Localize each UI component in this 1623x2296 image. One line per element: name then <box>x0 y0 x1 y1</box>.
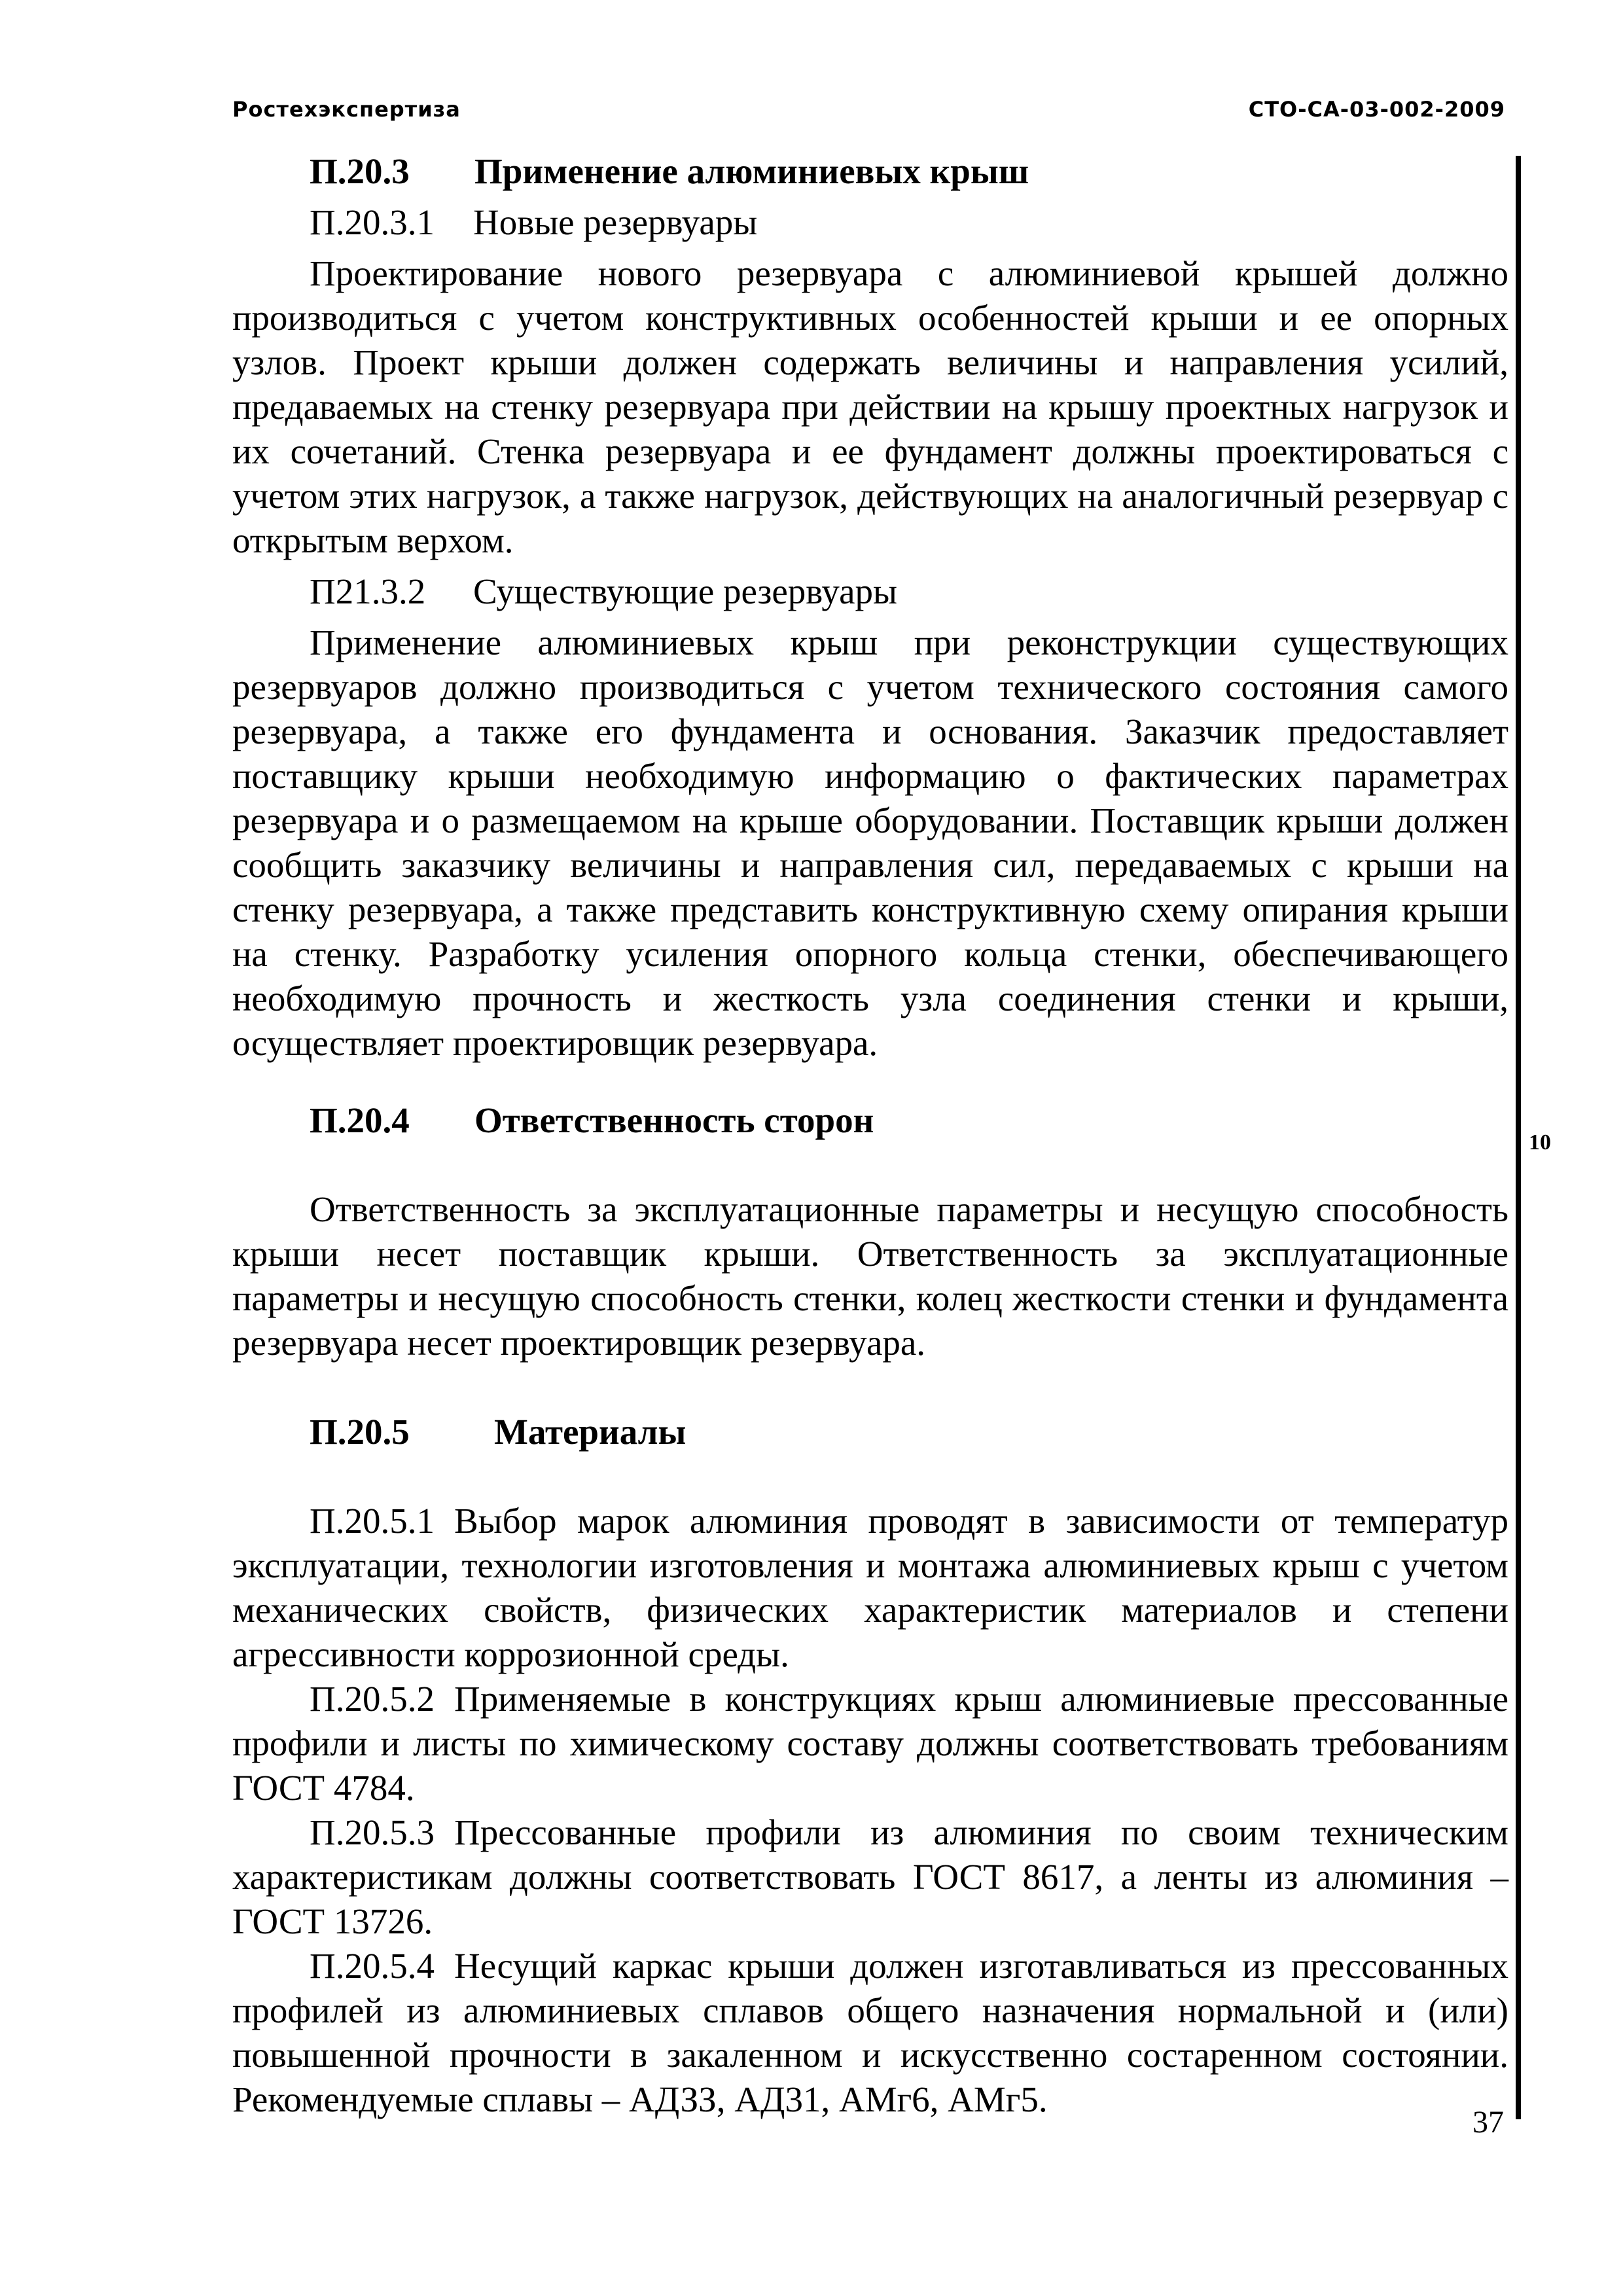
page-number: 37 <box>1472 2105 1504 2140</box>
section-heading-20-3 <box>232 149 1508 194</box>
section-number: П.20.3 <box>310 151 410 191</box>
subsection-title: Новые резервуары <box>473 202 758 242</box>
change-mark: 10 <box>1529 1130 1551 1155</box>
paragraph-item-20-5-1 <box>232 1499 1508 1677</box>
section-heading-20-4 <box>232 1098 1508 1143</box>
section-number: П.20.5 <box>310 1412 410 1452</box>
header-organization: Ростехэкспертиза <box>232 97 461 122</box>
subsection-title: Существующие резервуары <box>473 571 897 611</box>
item-number: П.20.5.2 <box>310 1679 435 1719</box>
paragraph-existing-tanks: Применение алюминиевых крыш при реконструкции существующих резервуаров должно производиться с учетом технического состояния самого резервуара, а также его фундамента и основания. Заказчик предоставляет поставщику крыши необходимую информацию о фактических параметрах резервуара и о размещаемом на крыше оборудовании. Поставщик крыши должен сообщить заказчику величины и направления сил, передаваемых с крыши на стенку резервуара, а также представить конструктивную схему опирания крыши на стенку. Разработку усиления опорного кольца стенки, обеспечивающего необходимую прочность и жесткость узла соединения стенки и крыши, осуществляет проектировщик резервуара. <box>232 622 1508 1063</box>
section-title: Ответственность сторон <box>474 1100 874 1140</box>
item-text: Несущий каркас крыши должен изготавливаться из прессованных профилей из алюминиевых сплавов общего назначения нормальной и (или) повышенной прочности в закаленном и искусственно состаренном состоянии. Рекомендуемые сплавы – АДЗЗ, АД31, АМг6, АМг5. <box>232 1946 1508 2119</box>
section-title: Материалы <box>494 1412 687 1452</box>
subsection-number: П.20.3.1 <box>310 202 435 242</box>
paragraph-new-tanks: Проектирование нового резервуара с алюминиевой крышей должно производиться с учетом конструктивных особенностей крыши и ее опорных узлов. Проект крыши должен содержать величины и направления усилий, предаваемых на стенку резервуара при действии на крышу проектных нагрузок и их сочетаний. Стенка резервуара и ее фундамент должны проектироваться с учетом этих нагрузок, а также нагрузок, действующих на аналогичный резервуар с открытым верхом. <box>232 253 1508 560</box>
paragraph-item-20-5-3 <box>232 1810 1508 1944</box>
subsection-number: П21.3.2 <box>310 571 426 611</box>
subsection-heading-20-3-1 <box>232 200 1508 245</box>
section-number: П.20.4 <box>310 1100 410 1140</box>
item-text: Выбор марок алюминия проводят в зависимости от температур эксплуатации, технологии изготовления и монтажа алюминиевых крыш с учетом механических свойств, физических характеристик материалов и степени агрессивности коррозионной среды. <box>232 1501 1508 1674</box>
item-number: П.20.5.1 <box>310 1501 435 1541</box>
subsection-heading-21-3-2 <box>232 569 1508 614</box>
paragraph-item-20-5-4 <box>232 1944 1508 2122</box>
header-standard-code: СТО-СА-03-002-2009 <box>1248 97 1505 122</box>
paragraph-item-20-5-2 <box>232 1677 1508 1810</box>
item-number: П.20.5.3 <box>310 1812 435 1852</box>
item-text: Прессованные профили из алюминия по своим техническим характеристикам должны соответствовать ГОСТ 8617, а ленты из алюминия – ГОСТ 13726. <box>232 1812 1508 1941</box>
change-bar <box>1516 156 1521 2119</box>
paragraph-responsibility: Ответственность за эксплуатационные параметры и несущую способность крыши несет поставщик крыши. Ответственность за эксплуатационные параметры и несущую способность стенки, колец жесткости стенки и фундамента резервуара несет проектировщик резервуара. <box>232 1189 1508 1363</box>
page-content <box>232 149 1508 2122</box>
item-text: Применяемые в конструкциях крыш алюминиевые прессованные профили и листы по химическому составу должны соответствовать требованиям ГОСТ 4784. <box>232 1679 1508 1808</box>
item-number: П.20.5.4 <box>310 1946 435 1986</box>
section-heading-20-5 <box>232 1410 1508 1454</box>
section-title: Применение алюминиевых крыш <box>474 151 1029 191</box>
